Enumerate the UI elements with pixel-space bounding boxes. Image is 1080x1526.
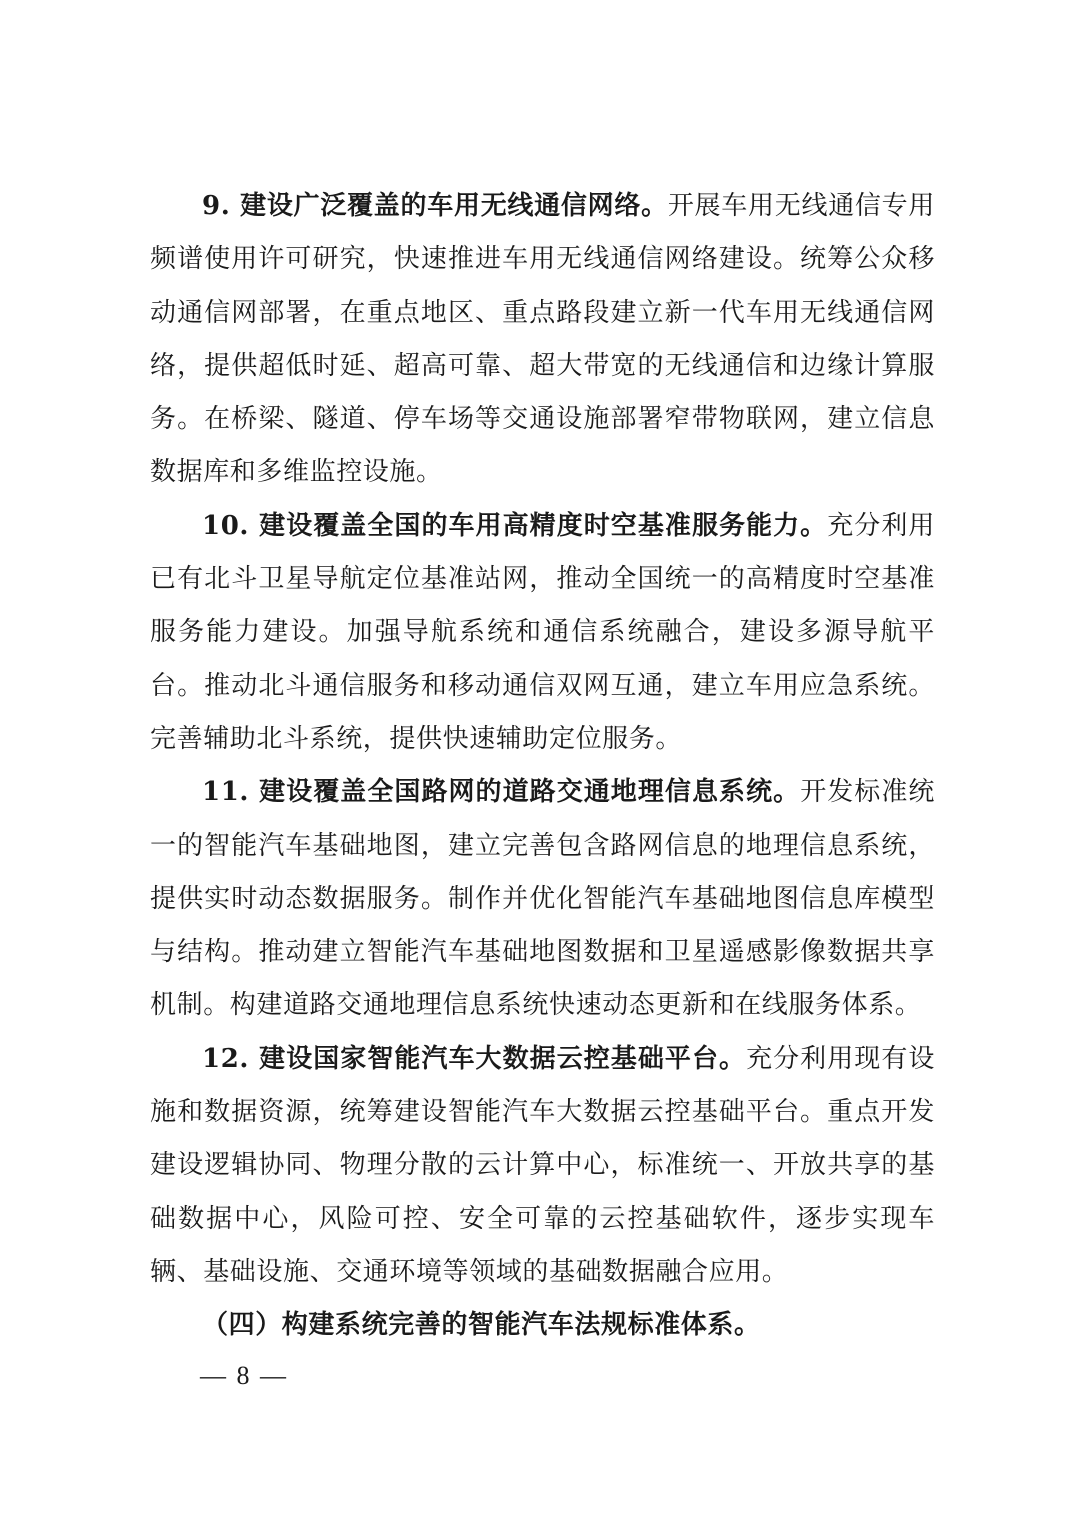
paragraph-lead: 9. 建设广泛覆盖的车用无线通信网络。 (202, 191, 668, 221)
paragraph-body: 开发标准统一的智能汽车基础地图，建立完善包含路网信息的地理信息系统，提供实时动态数据服务。制作并优化智能汽车基础地图信息库模型与结构。推动建立智能汽车基础地图数据和卫星遥感影像数据共享机制。构建道路交通地理信息系统快速动态更新和在线服务体系。 (150, 777, 935, 1021)
page-number: — 8 — (200, 1361, 288, 1390)
paragraph-body: 开展车用无线通信专用频谱使用许可研究，快速推进车用无线通信网络建设。统筹公众移动通信网部署，在重点地区、重点路段建立新一代车用无线通信网络，提供超低时延、超高可靠、超大带宽的无线通信和边缘计算服务。在桥梁、隧道、停车场等交通设施部署窄带物联网，建立信息数据库和多维监控设施。 (150, 191, 935, 488)
paragraph-item-9 (150, 180, 935, 500)
paragraph-body: 充分利用已有北斗卫星导航定位基准站网，推动全国统一的高精度时空基准服务能力建设。加强导航系统和通信系统融合，建设多源导航平台。推动北斗通信服务和移动通信双网互通，建立车用应急系统。完善辅助北斗系统，提供快速辅助定位服务。 (150, 510, 935, 754)
section-heading-text: （四）构建系统完善的智能汽车法规标准体系。 (202, 1310, 761, 1341)
paragraph-item-12 (150, 1033, 935, 1299)
section-heading (150, 1299, 935, 1352)
document-body (150, 180, 935, 1353)
paragraph-lead: 11. 建设覆盖全国路网的道路交通地理信息系统。 (202, 777, 801, 808)
paragraph-item-11 (150, 766, 935, 1032)
paragraph-lead: 10. 建设覆盖全国的车用高精度时空基准服务能力。 (202, 510, 828, 541)
paragraph-lead: 12. 建设国家智能汽车大数据云控基础平台。 (202, 1043, 747, 1074)
paragraph-body: 充分利用现有设施和数据资源，统筹建设智能汽车大数据云控基础平台。重点开发建设逻辑协同、物理分散的云计算中心，标准统一、开放共享的基础数据中心，风险可控、安全可靠的云控基础软件，逐步实现车辆、基础设施、交通环境等领域的基础数据融合应用。 (150, 1043, 935, 1287)
paragraph-item-10 (150, 500, 935, 766)
